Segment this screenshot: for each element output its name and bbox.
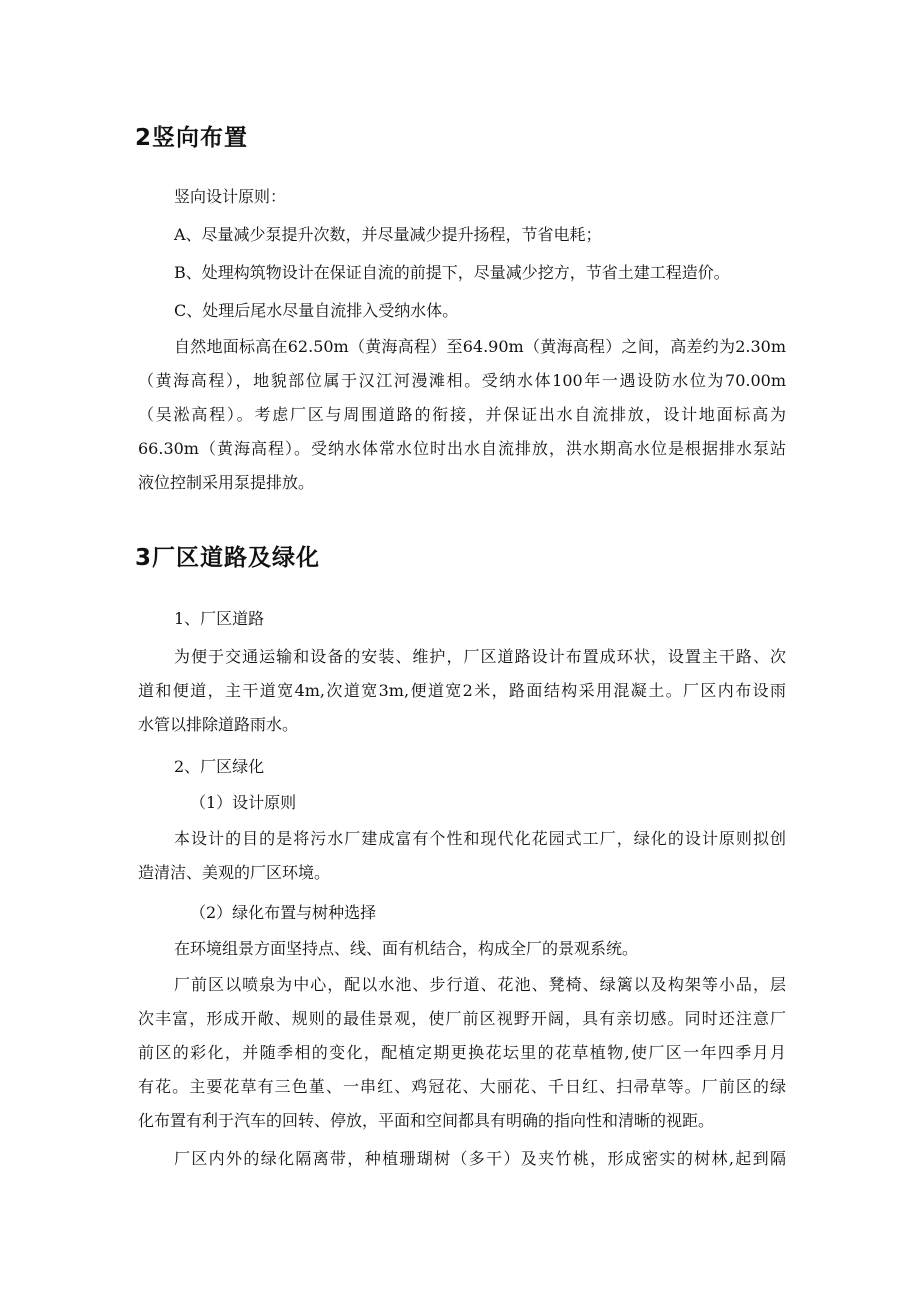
elevation-paragraph bbox=[174, 330, 786, 364]
front-area-paragraph-cont bbox=[138, 1036, 786, 1070]
principle-item-a: A、尽量减少泵提升次数，并尽量减少提升扬程，节省电耗； bbox=[174, 225, 602, 244]
paragraph-line: （黄海高程），地貌部位属于汉江河漫滩相。受纳水体100年一遇设防水位为70.00m bbox=[138, 371, 786, 390]
paragraph-line: 有花。主要花草有三色堇、一串红、鸡冠花、大丽花、千日红、扫帚草等。厂前区的绿 bbox=[138, 1077, 786, 1096]
paragraph-line: 厂前区以喷泉为中心，配以水池、步行道、花池、凳椅、绿篱以及构架等小品，层 bbox=[174, 975, 786, 994]
road-paragraph bbox=[174, 640, 786, 674]
layout-intro: 在环境组景方面坚持点、线、面有机结合，构成全厂的景观系统。 bbox=[174, 939, 639, 958]
front-area-paragraph-cont bbox=[138, 1070, 786, 1104]
front-area-paragraph bbox=[174, 968, 786, 1002]
principle-item-b: B、处理构筑物设计在保证自流的前提下，尽量减少挖方，节省土建工程造价。 bbox=[174, 263, 730, 282]
paragraph-line: 道和便道，主干道宽4m,次道宽3m,便道宽2米，路面结构采用混凝土。厂区内布设雨 bbox=[138, 681, 786, 700]
paragraph-line: 66.30m（黄海高程）。受纳水体常水位时出水自流排放，洪水期高水位是根据排水泵站 bbox=[138, 439, 786, 458]
paragraph-line: 自然地面标高在62.50m（黄海高程）至64.90m（黄海高程）之间，高差约为2.30m bbox=[174, 337, 786, 356]
design-principle-paragraph-cont bbox=[138, 856, 786, 890]
paragraph-line: 水管以排除道路雨水。 bbox=[138, 715, 299, 734]
paragraph-line: 次丰富，形成开敞、规则的最佳景观，使厂前区视野开阔，具有亲切感。同时还注意厂 bbox=[138, 1009, 786, 1028]
greening-title: 2、厂区绿化 bbox=[174, 757, 265, 776]
design-principle-paragraph bbox=[174, 822, 786, 856]
paragraph-line: 前区的彩化，并随季相的变化，配植定期更换花坛里的花草植物,使厂区一年四季月月 bbox=[138, 1043, 786, 1062]
elevation-paragraph-cont bbox=[138, 432, 786, 466]
paragraph-line: 造清洁、美观的厂区环境。 bbox=[138, 863, 331, 882]
elevation-paragraph-cont bbox=[138, 364, 786, 398]
section-heading-road-greening: 3厂区道路及绿化 bbox=[135, 545, 321, 571]
paragraph-line: 液位控制采用泵提排放。 bbox=[138, 473, 315, 492]
paragraph-line: 为便于交通运输和设备的安装、维护，厂区道路设计布置成环状，设置主干路、次 bbox=[174, 647, 786, 666]
front-area-paragraph-cont bbox=[138, 1104, 786, 1138]
elevation-paragraph-cont bbox=[138, 466, 786, 500]
layout-title: （2）绿化布置与树种选择 bbox=[190, 903, 377, 922]
principle-title: 竖向设计原则： bbox=[174, 187, 287, 206]
road-title: 1、厂区道路 bbox=[174, 609, 265, 628]
paragraph-line: 本设计的目的是将污水厂建成富有个性和现代化花园式工厂，绿化的设计原则拟创 bbox=[174, 829, 786, 848]
road-paragraph-cont bbox=[138, 674, 786, 708]
front-area-paragraph-cont bbox=[138, 1002, 786, 1036]
paragraph-line: 化布置有利于汽车的回转、停放，平面和空间都具有明确的指向性和清晰的视距。 bbox=[138, 1111, 715, 1130]
elevation-paragraph-cont bbox=[138, 398, 786, 432]
belt-paragraph bbox=[174, 1142, 786, 1176]
road-paragraph-cont bbox=[138, 708, 786, 742]
section-heading-vertical-layout: 2竖向布置 bbox=[135, 125, 249, 151]
design-principle-title: （1）设计原则 bbox=[190, 793, 297, 812]
paragraph-line: （吴淞高程）。考虑厂区与周围道路的衔接，并保证出水自流排放，设计地面标高为 bbox=[138, 405, 786, 424]
principle-item-c: C、处理后尾水尽量自流排入受纳水体。 bbox=[174, 301, 459, 320]
paragraph-line: 厂区内外的绿化隔离带，种植珊瑚树（多干）及夹竹桃，形成密实的树林,起到隔 bbox=[174, 1149, 786, 1168]
